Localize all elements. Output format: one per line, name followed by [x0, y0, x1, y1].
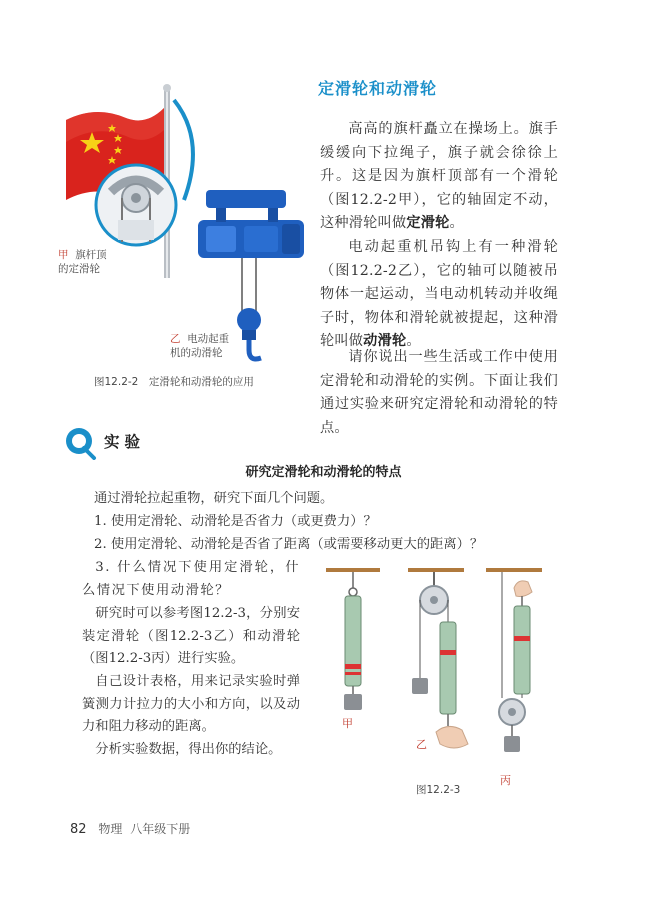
setup-yi-fixed-pulley	[408, 568, 468, 748]
fixed-pulley-magnifier	[96, 165, 176, 245]
p1-text: 高高的旗杆矗立在操场上。旗手缓缓向下拉绳子，旗子就会徐徐上升。这是因为旗杆顶部有一个滑轮（图12.2-2甲），它的轴固定不动，这种滑轮叫做	[320, 121, 558, 232]
p2-text: 电动起重机吊钩上有一种滑轮（图12.2-2乙），它的轴可以随被吊物体一起运动，当电动机转动并收绳子时，物体和滑轮就被提起，这种滑轮叫做	[320, 239, 558, 350]
p2-end: 。	[406, 333, 421, 350]
label-tag-jia: 甲	[58, 249, 69, 261]
setup-jia-spring-scale	[326, 568, 380, 710]
experiment-intro: 通过滑轮拉起重物，研究下面几个问题。	[94, 491, 334, 506]
label-tag-yi: 乙	[170, 333, 181, 345]
label-setup-bing: 丙	[500, 774, 511, 787]
paragraph-movable-pulley	[320, 236, 558, 354]
section-title: 定滑轮和动滑轮	[318, 79, 438, 98]
page-footer	[70, 820, 190, 837]
experiment-reference: 研究时可以参考图12.2-3，分别安装定滑轮（图12.2-3乙）和动滑轮（图12.2-3丙）进行实验。	[82, 606, 300, 667]
p1-end: 。	[449, 215, 464, 232]
experiment-subtitle: 研究定滑轮和动滑轮的特点	[245, 465, 402, 480]
figure-12-2-3-caption: 图12.2-3	[416, 784, 461, 796]
footer-book: 八年级下册	[130, 822, 191, 836]
experiment-title: 实验	[104, 433, 146, 451]
label-movable-pulley	[170, 332, 229, 360]
experiment-design: 自己设计表格，用来记录实验时弹簧测力计拉力的大小和方向，以及动力和阻力移动的距离。	[82, 674, 300, 735]
experiment-question-1: 1. 使用定滑轮、动滑轮是否省力（或更费力）？	[94, 514, 377, 529]
page-number: 82	[70, 822, 87, 837]
paragraph-fixed-pulley	[320, 118, 558, 236]
figure-12-2-3-illustration	[318, 566, 568, 786]
label-setup-jia: 甲	[342, 717, 353, 730]
footer-subject: 物理	[98, 822, 123, 836]
experiment-icon	[64, 426, 104, 460]
term-fixed-pulley: 定滑轮	[406, 215, 450, 232]
label-fixed-pulley	[58, 248, 107, 276]
label-movable-pulley-line1: 电动起重	[187, 333, 230, 345]
label-setup-yi: 乙	[416, 738, 427, 751]
label-fixed-pulley-line1: 旗杆顶	[75, 249, 107, 261]
experiment-analyze: 分析实验数据，得出你的结论。	[95, 742, 282, 757]
paragraph-examples: 请你说出一些生活或工作中使用定滑轮和动滑轮的实例。下面让我们通过实验来研究定滑轮和动滑轮的特点。	[320, 349, 558, 436]
term-movable-pulley: 动滑轮	[363, 333, 407, 350]
figure-12-2-2-caption: 图12.2-2 定滑轮和动滑轮的应用	[94, 376, 254, 388]
experiment-question-3: 3. 什么情况下使用定滑轮，什么情况下使用动滑轮？	[82, 560, 300, 598]
setup-bing-movable-pulley	[486, 568, 542, 752]
label-movable-pulley-line2: 机的动滑轮	[170, 347, 223, 359]
label-fixed-pulley-line2: 的定滑轮	[58, 263, 100, 275]
experiment-question-2: 2. 使用定滑轮、动滑轮是否省了距离（或需要移动更大的距离）？	[94, 537, 484, 552]
